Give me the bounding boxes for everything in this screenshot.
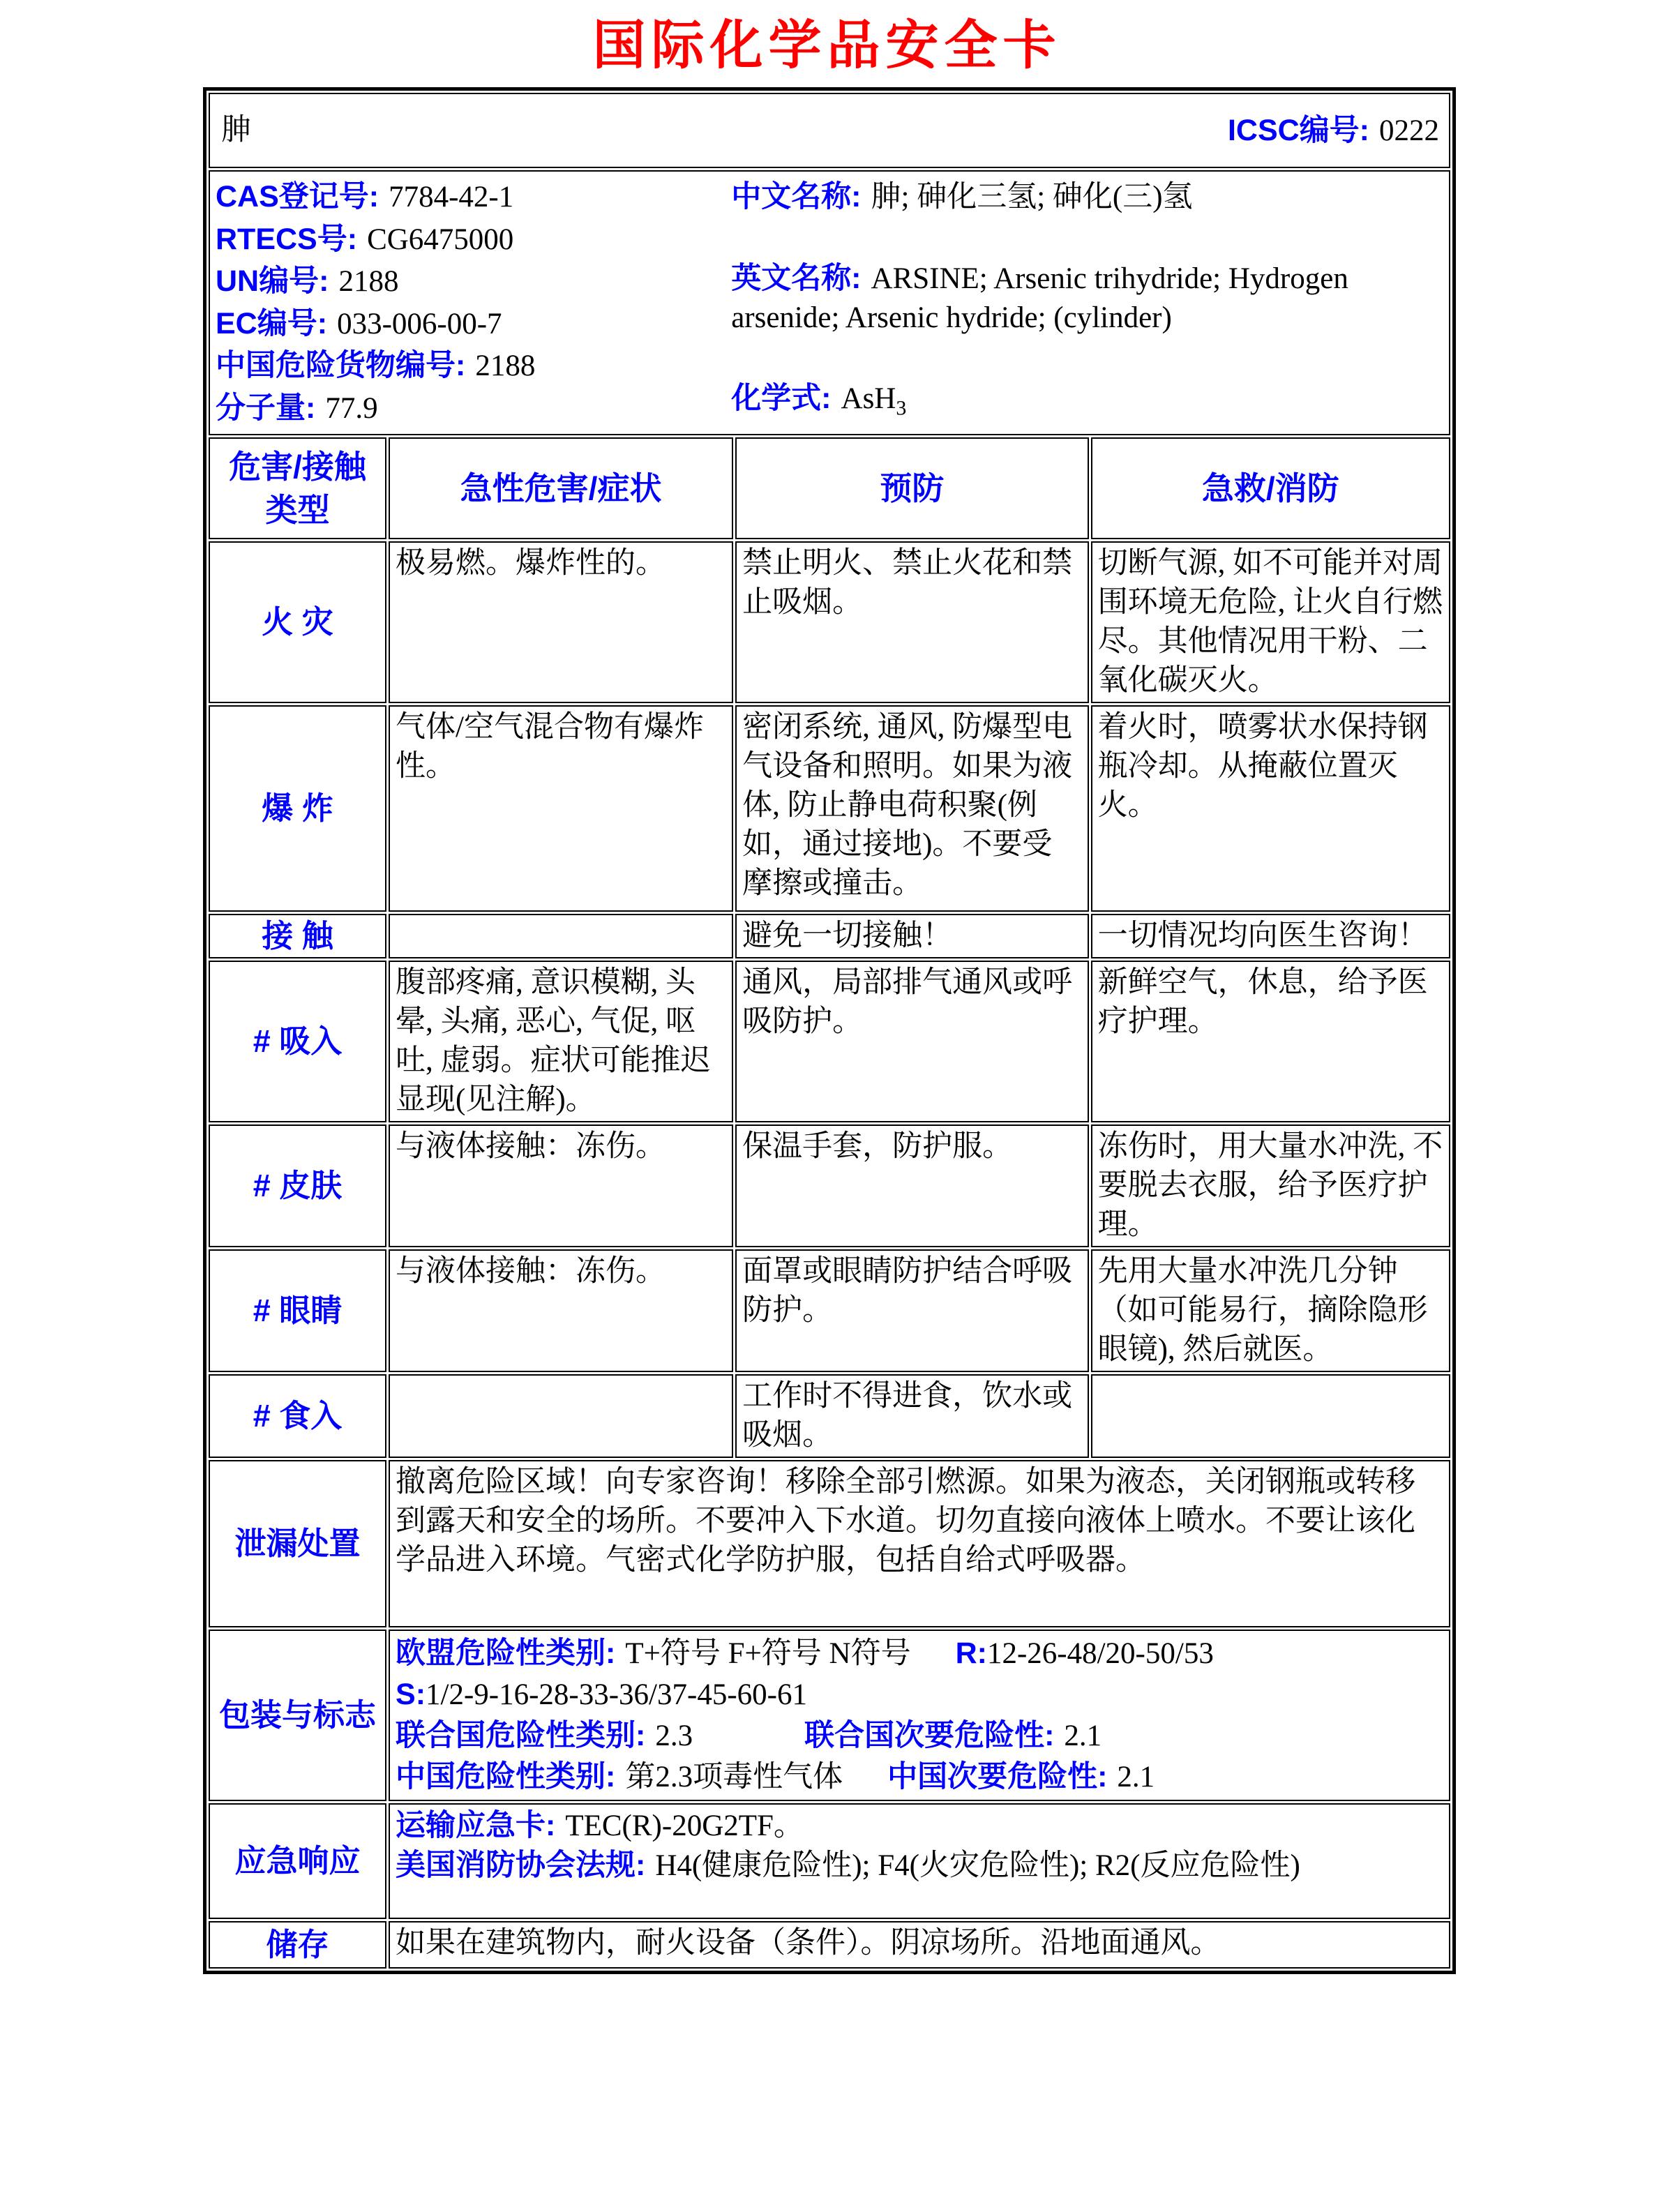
english-name-label: 英文名称:	[731, 261, 862, 295]
hazard-row-inhalation	[209, 961, 1450, 1122]
substance-name: 胂	[221, 114, 251, 146]
un-number-line	[216, 262, 731, 301]
storage-row	[209, 1921, 1450, 1969]
china-dg-number-label: 中国危险货物编号:	[216, 349, 466, 383]
un-number-value: 2188	[338, 265, 399, 299]
china-subsidiary-value: 2.1	[1117, 1761, 1155, 1793]
molecular-weight-value: 77.9	[325, 391, 378, 425]
un-class-label: 联合国危险性类别:	[396, 1719, 646, 1752]
chinese-name-label: 中文名称:	[731, 180, 862, 213]
chinese-name-line	[731, 177, 1443, 217]
inhalation-firstaid: 新鲜空气，休息，给予医疗护理。	[1091, 961, 1450, 1122]
hazard-type-ingestion: # 食入	[209, 1374, 386, 1458]
identification-row	[209, 170, 1450, 435]
packaging-labelling-label: 包装与标志	[209, 1630, 386, 1801]
hazard-row-eyes	[209, 1249, 1450, 1372]
eu-class-label: 欧盟危险性类别:	[396, 1637, 616, 1670]
emergency-response-content	[389, 1803, 1450, 1919]
hazard-type-exposure: 接 触	[209, 914, 386, 958]
eu-classification-line	[396, 1634, 1443, 1673]
exposure-prevention: 避免一切接触！	[735, 914, 1089, 958]
icsc-number-value: 0222	[1379, 114, 1439, 147]
ec-number-value: 033-006-00-7	[337, 307, 502, 340]
transport-emergency-card-line	[396, 1806, 1443, 1846]
emergency-response-row	[209, 1803, 1450, 1919]
un-class-value: 2.3	[655, 1720, 693, 1752]
hazard-type-inhalation: # 吸入	[209, 961, 386, 1122]
cas-number-value: 7784-42-1	[389, 181, 514, 213]
china-class-value: 第2.3项毒性气体	[625, 1761, 843, 1793]
skin-firstaid: 冻伤时，用大量水冲洗, 不要脱去衣服，给予医疗护理。	[1091, 1124, 1450, 1247]
un-subsidiary-label: 联合国次要危险性:	[804, 1719, 1055, 1752]
hazard-row-explosion	[209, 705, 1450, 912]
storage-label: 储存	[209, 1921, 386, 1969]
formula-label: 化学式:	[731, 382, 832, 416]
s-phrases-line	[396, 1675, 1443, 1715]
formula-line	[731, 379, 1443, 428]
identification-names-column	[731, 173, 1443, 432]
explosion-firstaid: 着火时，喷雾状水保持钢瓶冷却。从掩蔽位置灭火。	[1091, 705, 1450, 912]
spill-disposal-text: 撤离危险区域！向专家咨询！移除全部引燃源。如果为液态，关闭钢瓶或转移到露天和安全的场所。不要冲入下水道。切勿直接向液体上喷水。不要让该化学品进入环境。气密式化学防护服，包括自给式呼吸器。	[389, 1460, 1450, 1627]
packaging-labelling-content	[389, 1630, 1450, 1801]
nfpa-code-line	[396, 1846, 1443, 1886]
hazard-row-ingestion	[209, 1374, 1450, 1458]
un-subsidiary-value: 2.1	[1064, 1720, 1102, 1752]
s-phrases-value: 1/2-9-16-28-33-36/37-45-60-61	[426, 1678, 807, 1711]
spill-disposal-row	[209, 1460, 1450, 1627]
ec-number-label: EC编号:	[216, 306, 328, 340]
transport-emergency-card-value: TEC(R)-20G2TF。	[565, 1810, 804, 1842]
hazard-type-eyes: # 眼睛	[209, 1249, 386, 1372]
explosion-prevention: 密闭系统, 通风, 防爆型电气设备和照明。如果为液体, 防止静电荷积聚(例如，通过接地)。不要受摩擦或撞击。	[735, 705, 1089, 912]
spill-disposal-label: 泄漏处置	[209, 1460, 386, 1627]
column-header-hazard-type: 危害/接触 类型	[209, 437, 386, 539]
cas-number-label: CAS登记号:	[216, 180, 379, 213]
r-phrases-value: 12-26-48/20-50/53	[986, 1637, 1214, 1670]
china-dg-number-line	[216, 346, 731, 386]
skin-prevention: 保温手套，防护服。	[735, 1124, 1089, 1247]
identification-registry-column	[216, 173, 731, 432]
rtecs-number-line	[216, 220, 731, 259]
molecular-weight-label: 分子量:	[216, 391, 316, 425]
china-dg-number-value: 2188	[475, 349, 536, 383]
hazard-type-skin: # 皮肤	[209, 1124, 386, 1247]
hazard-table-header-row	[209, 437, 1450, 539]
packaging-labelling-row	[209, 1630, 1450, 1801]
hazard-row-fire	[209, 541, 1450, 703]
rtecs-number-value: CG6475000	[367, 223, 514, 256]
ec-number-line	[216, 304, 731, 344]
exposure-firstaid: 一切情况均向医生咨询！	[1091, 914, 1450, 958]
un-classification-line	[396, 1716, 1443, 1756]
ingestion-symptoms	[389, 1374, 733, 1458]
english-name-value: ARSINE; Arsenic trihydride; Hydrogen arsenide; Arsenic hydride; (cylinder)	[731, 262, 1348, 334]
chinese-name-value: 胂; 砷化三氢; 砷化(三)氢	[871, 181, 1193, 213]
eyes-firstaid: 先用大量水冲洗几分钟（如可能易行，摘除隐形眼镜), 然后就医。	[1091, 1249, 1450, 1372]
fire-prevention: 禁止明火、禁止火花和禁止吸烟。	[735, 541, 1089, 703]
inhalation-symptoms: 腹部疼痛, 意识模糊, 头晕, 头痛, 恶心, 气促, 呕吐, 虚弱。症状可能推迟显现(见注解)。	[389, 961, 733, 1122]
card-header-cell	[209, 93, 1450, 168]
inhalation-prevention: 通风，局部排气通风或呼吸防护。	[735, 961, 1089, 1122]
china-subsidiary-label: 中国次要危险性:	[887, 1760, 1108, 1793]
cas-number-line	[216, 177, 731, 217]
storage-text: 如果在建筑物内，耐火设备（条件）。阴凉场所。沿地面通风。	[389, 1921, 1450, 1969]
safety-card-table	[203, 87, 1456, 1974]
column-header-firstaid: 急救/消防	[1091, 437, 1450, 539]
hazard-row-skin	[209, 1124, 1450, 1247]
column-header-prevention: 预防	[735, 437, 1089, 539]
eyes-prevention: 面罩或眼睛防护结合呼吸防护。	[735, 1249, 1089, 1372]
r-phrases-label: R:	[955, 1637, 987, 1670]
eu-class-value: T+符号 F+符号 N符号	[625, 1637, 911, 1670]
rtecs-number-label: RTECS号:	[216, 222, 358, 256]
s-phrases-label: S:	[396, 1678, 426, 1711]
transport-emergency-card-label: 运输应急卡:	[396, 1809, 556, 1842]
china-class-label: 中国危险性类别:	[396, 1760, 616, 1793]
ingestion-firstaid	[1091, 1374, 1450, 1458]
nfpa-code-value: H4(健康危险性); F4(火灾危险性); R2(反应危险性)	[655, 1849, 1300, 1882]
formula-value: AsH$_3$	[841, 382, 907, 420]
exposure-symptoms	[389, 914, 733, 958]
document-title: 国际化学品安全卡	[592, 17, 1062, 75]
formula-subscript: 3	[896, 397, 907, 420]
molecular-weight-line	[216, 389, 731, 428]
card-header-row	[209, 93, 1450, 168]
icsc-number-label: ICSC编号:	[1227, 113, 1369, 147]
hazard-row-exposure	[209, 914, 1450, 958]
identification-cell	[209, 170, 1450, 435]
un-number-label: UN编号:	[216, 264, 329, 299]
fire-firstaid: 切断气源, 如不可能并对周围环境无危险, 让火自行燃尽。其他情况用干粉、二氧化碳灭火。	[1091, 541, 1450, 703]
ingestion-prevention: 工作时不得进食，饮水或吸烟。	[735, 1374, 1089, 1458]
column-header-acute-hazards: 急性危害/症状	[389, 437, 733, 539]
hazard-type-explosion: 爆 炸	[209, 705, 386, 912]
hazard-type-fire: 火 灾	[209, 541, 386, 703]
china-classification-line	[396, 1757, 1443, 1797]
nfpa-code-label: 美国消防协会法规:	[396, 1849, 646, 1882]
emergency-response-label: 应急响应	[209, 1803, 386, 1919]
english-name-line	[731, 259, 1443, 338]
fire-symptoms: 极易燃。爆炸性的。	[389, 541, 733, 703]
explosion-symptoms: 气体/空气混合物有爆炸性。	[389, 705, 733, 912]
skin-symptoms: 与液体接触：冻伤。	[389, 1124, 733, 1247]
eyes-symptoms: 与液体接触：冻伤。	[389, 1249, 733, 1372]
